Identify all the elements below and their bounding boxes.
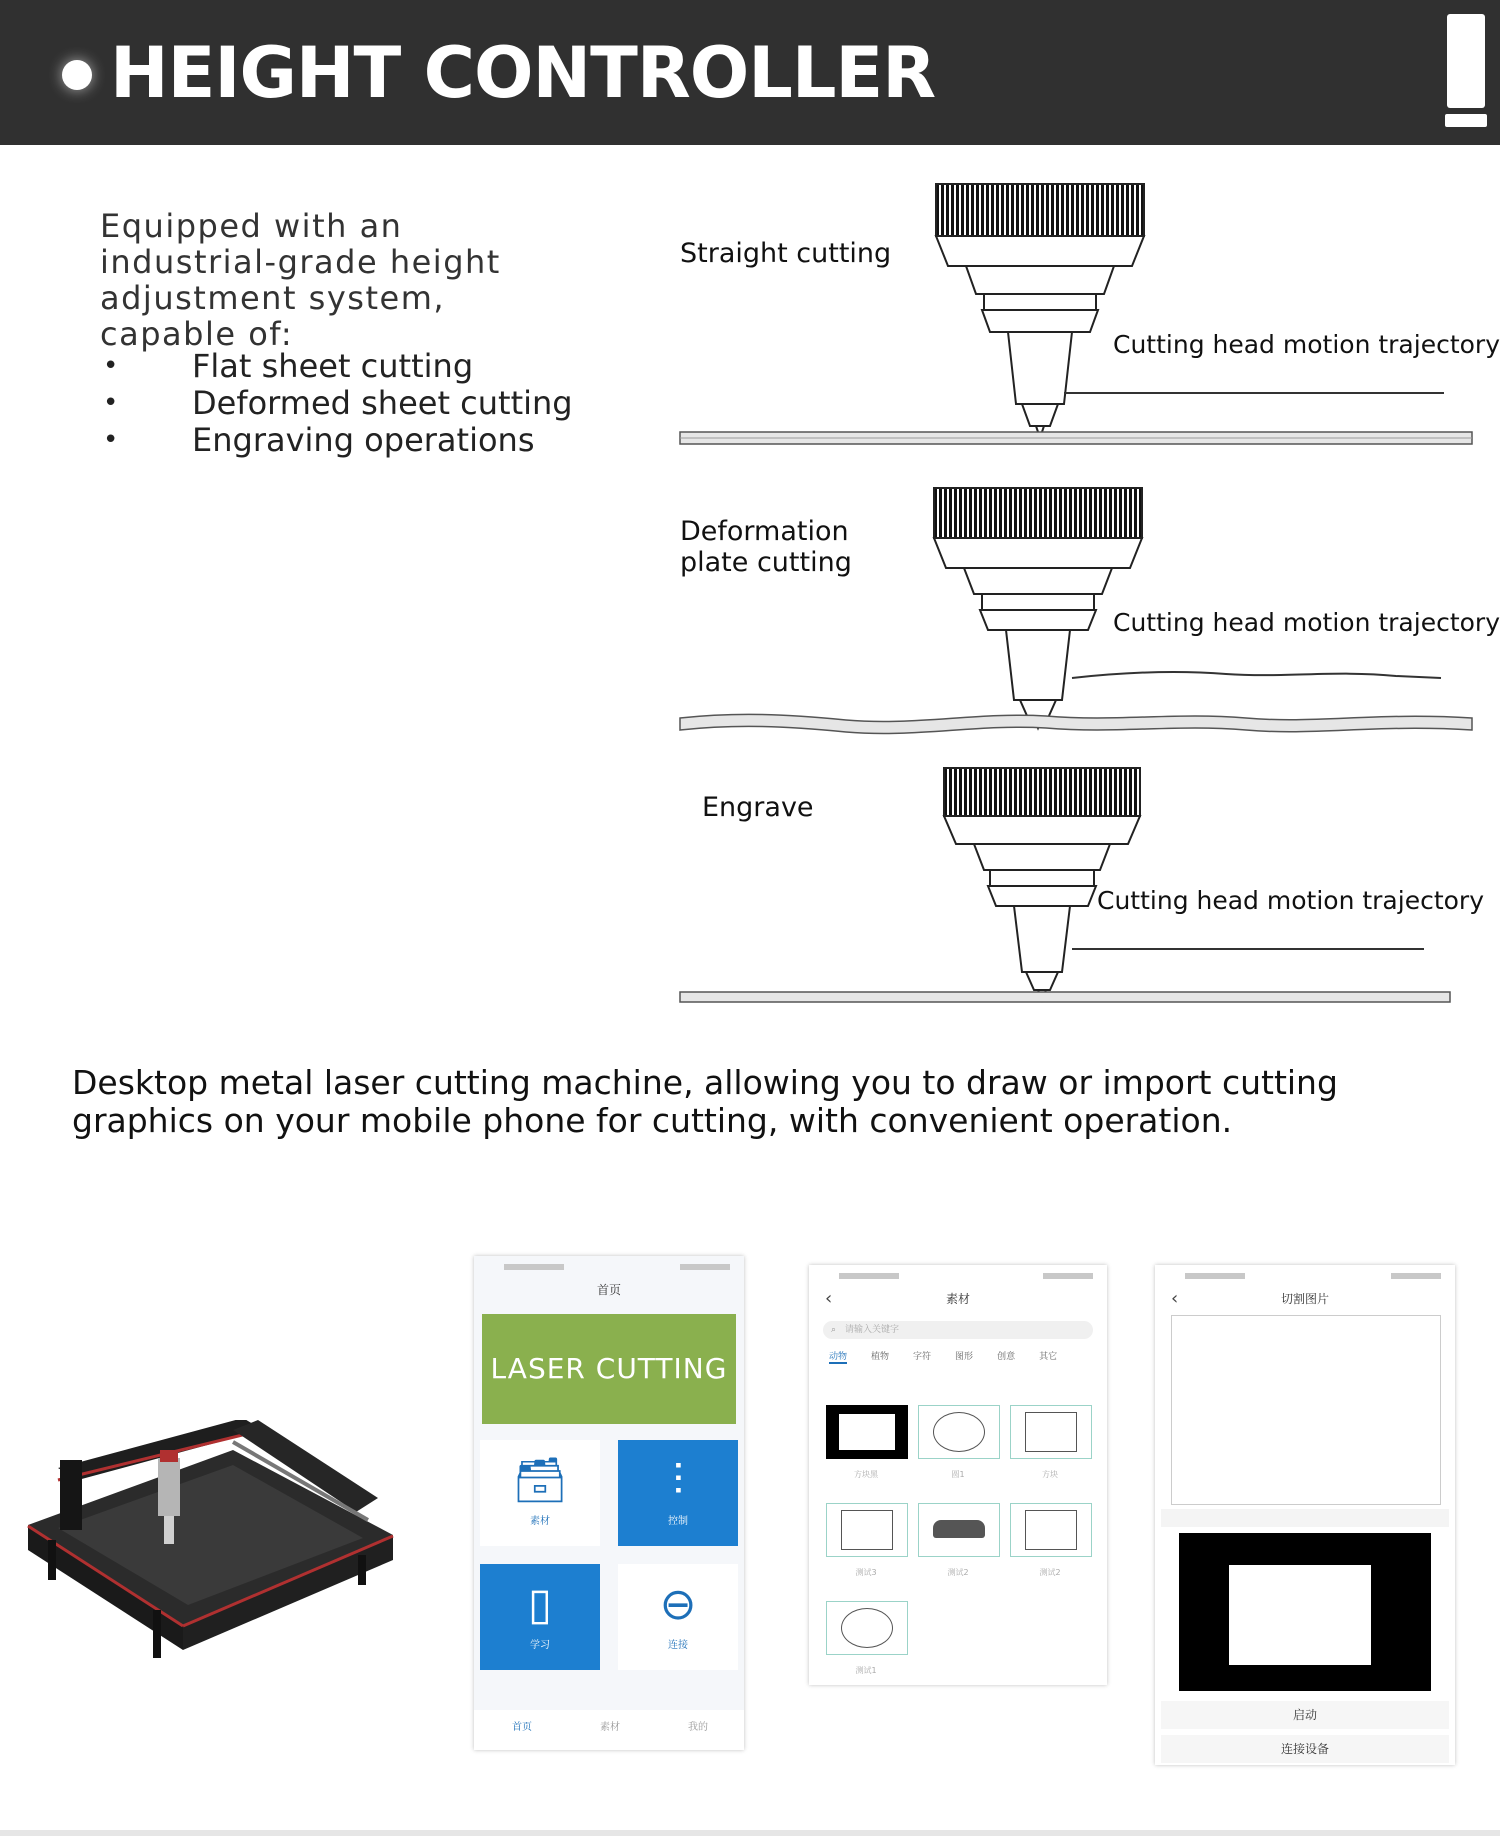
- tab-material[interactable]: 素材: [600, 1722, 620, 1733]
- screen-title: [809, 1287, 1107, 1311]
- material-caption: 测试2: [1039, 1568, 1061, 1577]
- diagram-engrave: [676, 766, 1484, 1016]
- trajectory-label: Cutting head motion trajectory: [1097, 886, 1484, 915]
- diagram-straight-cutting: [676, 182, 1500, 452]
- tile-label: 连接: [668, 1640, 688, 1651]
- search-icon: ⌕: [831, 1325, 837, 1335]
- exclamation-icon: [1447, 14, 1485, 108]
- tile-connect[interactable]: [618, 1564, 738, 1670]
- divider: [1161, 1509, 1449, 1527]
- exclamation-dot-icon: [1445, 114, 1487, 127]
- book-icon: ▯: [527, 1579, 553, 1630]
- material-thumb[interactable]: [826, 1601, 908, 1655]
- sliders-icon: ⫶: [672, 1455, 684, 1506]
- link-icon: ⊖: [659, 1579, 697, 1630]
- trajectory-label: Cutting head motion trajectory: [1113, 608, 1500, 637]
- material-thumb[interactable]: [826, 1405, 908, 1459]
- product-description: Desktop metal laser cutting machine, allowing you to draw or import cutting graphics on your mobile phone for cutting, with convenient operation.: [72, 1063, 1338, 1140]
- material-thumb[interactable]: [918, 1503, 1000, 1557]
- trajectory-label: Cutting head motion trajectory: [1113, 330, 1500, 359]
- tile-label: 素材: [530, 1516, 550, 1527]
- app-home-screen: [474, 1256, 744, 1750]
- inbox-tray-icon: 🗃: [512, 1455, 568, 1506]
- material-caption: 方块黑: [854, 1470, 878, 1479]
- screen-title-text: 素材: [945, 1292, 970, 1306]
- feature-item: • Flat sheet cutting: [100, 348, 573, 385]
- tab-category[interactable]: 植物: [871, 1352, 890, 1362]
- app-cut-screen: [1155, 1265, 1455, 1765]
- intro-text: Equipped with an industrial-grade height adjustment system, capable of:: [100, 207, 501, 353]
- tab-category[interactable]: 其它: [1039, 1352, 1058, 1362]
- tab-category[interactable]: 创意: [997, 1352, 1016, 1362]
- status-bar: [474, 1256, 744, 1278]
- search-placeholder: 请输入关键字: [845, 1325, 900, 1335]
- tab-home[interactable]: 首页: [512, 1722, 532, 1733]
- material-thumb[interactable]: [918, 1405, 1000, 1459]
- bottom-tab-bar: [474, 1710, 744, 1750]
- header-bar: [0, 0, 1500, 145]
- material-thumb[interactable]: [1010, 1405, 1092, 1459]
- connect-device-button[interactable]: 连接设备: [1161, 1735, 1449, 1763]
- cutting-head-straight-illustration: [676, 182, 1476, 452]
- footer-divider: [0, 1830, 1500, 1836]
- cut-image-preview: [1179, 1533, 1431, 1691]
- diagram-label: Engrave: [702, 792, 814, 823]
- laser-machine-illustration: [18, 1420, 398, 1670]
- material-thumb[interactable]: [826, 1503, 908, 1557]
- screen-title: [1155, 1287, 1455, 1311]
- tab-category[interactable]: 图形: [955, 1352, 974, 1362]
- tile-control[interactable]: [618, 1440, 738, 1546]
- material-caption: 测试2: [947, 1568, 969, 1577]
- feature-item: • Engraving operations: [100, 422, 573, 459]
- bullet-dot-icon: [62, 60, 92, 90]
- tile-label: 学习: [530, 1640, 550, 1651]
- tile-material[interactable]: [480, 1440, 600, 1546]
- search-input[interactable]: [823, 1321, 1093, 1339]
- material-caption: 测试3: [855, 1568, 877, 1577]
- material-caption: 圆1: [951, 1470, 965, 1479]
- feature-item: • Deformed sheet cutting: [100, 385, 573, 422]
- back-arrow-icon[interactable]: ‹: [1171, 1288, 1179, 1309]
- tab-category[interactable]: 字符: [913, 1352, 932, 1362]
- diagram-label: Straight cutting: [680, 238, 892, 269]
- feature-list: [100, 348, 573, 459]
- laser-cutting-banner[interactable]: LASER CUTTING: [482, 1314, 736, 1424]
- tab-mine[interactable]: 我的: [688, 1722, 708, 1733]
- status-bar: [809, 1265, 1107, 1287]
- material-caption: 测试1: [855, 1666, 877, 1675]
- material-thumb[interactable]: [1010, 1503, 1092, 1557]
- tab-category[interactable]: 动物: [829, 1349, 847, 1364]
- tile-learn[interactable]: [480, 1564, 600, 1670]
- status-bar: [1155, 1265, 1455, 1287]
- tile-label: 控制: [668, 1516, 688, 1527]
- material-caption: 方块: [1042, 1470, 1058, 1479]
- page-title: HEIGHT CONTROLLER: [110, 32, 936, 114]
- app-library-screen: [809, 1265, 1107, 1685]
- diagram-label: Deformation plate cutting: [680, 516, 852, 578]
- screen-title: 首页: [596, 1283, 621, 1297]
- back-arrow-icon[interactable]: ‹: [825, 1288, 833, 1309]
- screen-title-text: 切割图片: [1280, 1292, 1329, 1306]
- start-button[interactable]: 启动: [1161, 1701, 1449, 1729]
- drawing-canvas[interactable]: [1171, 1315, 1441, 1505]
- diagram-deformed-cutting: [676, 486, 1500, 736]
- category-tabs: [829, 1349, 1107, 1364]
